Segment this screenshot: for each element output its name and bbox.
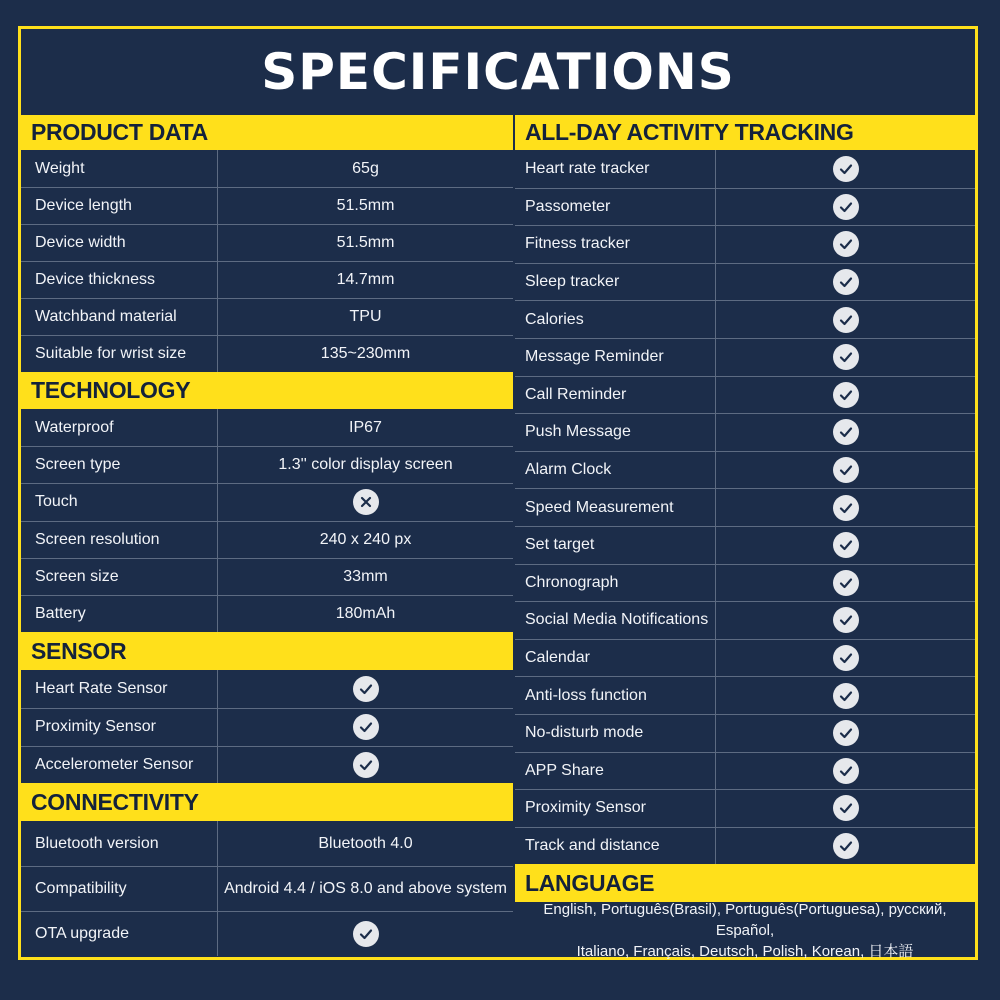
check-icon <box>833 495 859 521</box>
spec-row <box>21 911 513 956</box>
section-activity-tracking <box>515 115 975 864</box>
section-header: LANGUAGE <box>515 864 975 902</box>
spec-row <box>515 714 975 752</box>
spec-row <box>515 488 975 526</box>
spec-label: No-disturb mode <box>515 715 716 752</box>
spec-value: 65g <box>352 159 379 177</box>
check-icon <box>833 231 859 257</box>
check-icon <box>833 307 859 333</box>
spec-label: Device width <box>21 225 218 261</box>
spec-label: Social Media Notifications <box>515 602 716 639</box>
spec-value: 240 x 240 px <box>319 530 412 548</box>
spec-row <box>515 376 975 414</box>
spec-row <box>21 558 513 595</box>
spec-label: Call Reminder <box>515 377 716 414</box>
section-technology <box>21 372 513 632</box>
cross-icon <box>353 489 379 515</box>
spec-label: Proximity Sensor <box>515 790 716 827</box>
spec-row <box>515 263 975 301</box>
check-icon <box>833 720 859 746</box>
spec-value: 180mAh <box>335 605 396 623</box>
check-icon <box>833 758 859 784</box>
check-icon <box>833 833 859 859</box>
spec-row <box>515 225 975 263</box>
spec-label: Device thickness <box>21 262 218 298</box>
spec-label: Speed Measurement <box>515 489 716 526</box>
spec-value-icon <box>716 377 975 414</box>
spec-label: Screen size <box>21 559 218 595</box>
spec-value-icon <box>716 828 975 865</box>
spec-label: OTA upgrade <box>21 912 218 956</box>
spec-value-icon <box>716 339 975 376</box>
spec-row <box>21 335 513 372</box>
language-line: English, Português(Brasil), Português(Portuguesa), русский, Español, <box>543 901 947 940</box>
page-title: SPECIFICATIONS <box>261 43 735 101</box>
spec-row <box>21 708 513 746</box>
spec-label: Proximity Sensor <box>21 709 218 746</box>
spec-row <box>21 746 513 784</box>
spec-value-icon <box>716 414 975 451</box>
spec-row <box>515 451 975 489</box>
spec-label: Weight <box>21 150 218 187</box>
spec-value-icon <box>716 790 975 827</box>
spec-label: Message Reminder <box>515 339 716 376</box>
check-icon <box>353 676 379 702</box>
check-icon <box>833 532 859 558</box>
spec-value-icon <box>716 226 975 263</box>
spec-row <box>21 866 513 911</box>
spec-value: 51.5mm <box>336 197 395 214</box>
check-icon <box>833 795 859 821</box>
spec-row <box>515 827 975 865</box>
spec-label: Heart Rate Sensor <box>21 670 218 708</box>
section-header: TECHNOLOGY <box>21 372 513 409</box>
spec-label: Passometer <box>515 189 716 226</box>
spec-value-icon <box>218 747 513 784</box>
right-column <box>515 115 975 959</box>
spec-label: Fitness tracker <box>515 226 716 263</box>
section-header: PRODUCT DATA <box>21 115 513 150</box>
spec-value-icon <box>218 670 513 708</box>
spec-row <box>515 789 975 827</box>
spec-value: 135~230mm <box>320 345 411 362</box>
spec-value: 51.5mm <box>336 234 395 251</box>
section-header: SENSOR <box>21 632 513 670</box>
spec-label: Sleep tracker <box>515 264 716 301</box>
spec-label: Touch <box>21 484 218 520</box>
spec-row <box>21 521 513 558</box>
spec-label: Device length <box>21 188 218 224</box>
spec-sheet <box>18 26 978 960</box>
check-icon <box>833 269 859 295</box>
spec-value-icon <box>716 602 975 639</box>
spec-row <box>21 298 513 335</box>
spec-value-icon <box>218 709 513 746</box>
spec-row <box>515 413 975 451</box>
spec-row <box>21 187 513 224</box>
check-icon <box>833 570 859 596</box>
section-product-data <box>21 115 513 372</box>
spec-row <box>21 150 513 187</box>
check-icon <box>353 714 379 740</box>
section-connectivity <box>21 783 513 956</box>
spec-label: Suitable for wrist size <box>21 336 218 372</box>
spec-label: Accelerometer Sensor <box>21 747 218 784</box>
check-icon <box>833 344 859 370</box>
check-icon <box>833 457 859 483</box>
spec-label: Watchband material <box>21 299 218 335</box>
spec-value: 1.3'' color display screen <box>278 456 453 474</box>
spec-value-icon <box>716 452 975 489</box>
spec-row <box>515 601 975 639</box>
spec-value-icon <box>716 527 975 564</box>
spec-row <box>21 670 513 708</box>
spec-row <box>515 526 975 564</box>
spec-row <box>515 188 975 226</box>
spec-label: Track and distance <box>515 828 716 865</box>
check-icon <box>833 194 859 220</box>
spec-label: Screen resolution <box>21 522 218 558</box>
spec-row <box>21 483 513 520</box>
spec-value-icon <box>716 677 975 714</box>
spec-value-icon <box>716 640 975 677</box>
spec-row <box>21 821 513 866</box>
spec-value-icon <box>716 150 975 188</box>
spec-value-icon <box>716 715 975 752</box>
spec-value-icon <box>716 301 975 338</box>
spec-label: APP Share <box>515 753 716 790</box>
spec-label: Alarm Clock <box>515 452 716 489</box>
section-header: CONNECTIVITY <box>21 783 513 821</box>
spec-row <box>515 564 975 602</box>
spec-label: Anti-loss function <box>515 677 716 714</box>
spec-row <box>21 261 513 298</box>
left-column <box>21 115 513 956</box>
section-sensor <box>21 632 513 783</box>
spec-value-icon <box>716 264 975 301</box>
check-icon <box>833 645 859 671</box>
spec-row <box>21 409 513 446</box>
spec-value: TPU <box>349 308 382 325</box>
spec-label: Set target <box>515 527 716 564</box>
spec-row <box>515 338 975 376</box>
spec-value-icon <box>716 753 975 790</box>
spec-value-icon <box>218 484 513 520</box>
spec-label: Chronograph <box>515 565 716 602</box>
spec-label: Waterproof <box>21 409 218 446</box>
spec-label: Screen type <box>21 447 218 483</box>
spec-value-icon <box>716 489 975 526</box>
language-list <box>515 902 975 959</box>
spec-value: 14.7mm <box>336 271 395 288</box>
section-language <box>515 864 975 959</box>
spec-label: Calendar <box>515 640 716 677</box>
spec-label: Push Message <box>515 414 716 451</box>
language-line: Italiano, Français, Deutsch, Polish, Korean, 日本語 <box>576 943 914 961</box>
check-icon <box>833 382 859 408</box>
spec-value-icon <box>716 189 975 226</box>
spec-value: 33mm <box>343 567 388 585</box>
spec-row <box>515 676 975 714</box>
section-header: ALL-DAY ACTIVITY TRACKING <box>515 115 975 150</box>
check-icon <box>833 683 859 709</box>
spec-row <box>515 150 975 188</box>
spec-value-icon <box>716 565 975 602</box>
spec-row <box>21 446 513 483</box>
spec-label: Heart rate tracker <box>515 150 716 188</box>
spec-value-icon <box>218 912 513 956</box>
spec-row <box>515 752 975 790</box>
check-icon <box>833 419 859 445</box>
spec-row <box>21 595 513 632</box>
spec-row <box>21 224 513 261</box>
check-icon <box>833 156 859 182</box>
spec-label: Calories <box>515 301 716 338</box>
check-icon <box>833 607 859 633</box>
spec-row <box>515 639 975 677</box>
spec-row <box>515 300 975 338</box>
check-icon <box>353 921 379 947</box>
spec-value: Android 4.4 / iOS 8.0 and above system <box>224 880 507 898</box>
check-icon <box>353 752 379 778</box>
spec-label: Bluetooth version <box>21 821 218 866</box>
spec-value: Bluetooth 4.0 <box>318 834 413 852</box>
spec-label: Compatibility <box>21 867 218 911</box>
spec-label: Battery <box>21 596 218 632</box>
spec-value: IP67 <box>349 418 382 436</box>
